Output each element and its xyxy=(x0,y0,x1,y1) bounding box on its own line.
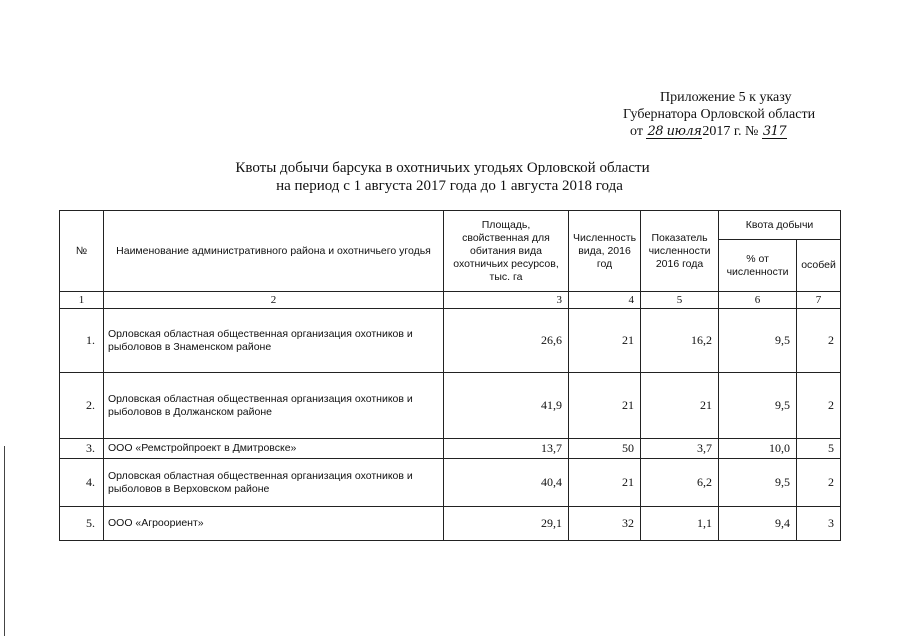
date-prefix: от xyxy=(630,124,647,139)
row-density: 16,2 xyxy=(641,309,719,373)
header-quota-count: особей xyxy=(797,240,841,292)
row-area: 29,1 xyxy=(444,507,569,541)
row-quota-count: 3 xyxy=(797,507,841,541)
row-population: 50 xyxy=(569,439,641,459)
appendix-line-3 xyxy=(630,124,787,140)
header-no: № xyxy=(60,211,104,292)
row-density: 6,2 xyxy=(641,459,719,507)
row-no: 4. xyxy=(60,459,104,507)
scan-margin-line xyxy=(4,446,5,636)
row-quota-pct: 9,4 xyxy=(719,507,797,541)
header-quota: Квота добычи xyxy=(719,211,841,240)
col-number: 7 xyxy=(797,292,841,309)
header-population: Численность вида, 2016 год xyxy=(569,211,641,292)
column-number-row xyxy=(60,292,841,309)
header-area: Площадь, свойственная для обитания вида охотничьих ресурсов, тыс. га xyxy=(444,211,569,292)
appendix-line-2: Губернатора Орловской области xyxy=(623,107,816,122)
row-quota-pct: 9,5 xyxy=(719,459,797,507)
row-area: 40,4 xyxy=(444,459,569,507)
row-population: 21 xyxy=(569,459,641,507)
col-number: 6 xyxy=(719,292,797,309)
handwritten-number: 317 xyxy=(762,124,787,139)
row-area: 41,9 xyxy=(444,373,569,439)
col-number: 2 xyxy=(104,292,444,309)
header-name: Наименование административного района и охотничьего угодья xyxy=(104,211,444,292)
row-quota-pct: 10,0 xyxy=(719,439,797,459)
row-quota-count: 2 xyxy=(797,373,841,439)
row-density: 3,7 xyxy=(641,439,719,459)
row-quota-count: 5 xyxy=(797,439,841,459)
row-name: Орловская областная общественная организация охотников и рыболовов в Знаменском районе xyxy=(104,309,444,373)
row-density: 1,1 xyxy=(641,507,719,541)
row-quota-count: 2 xyxy=(797,309,841,373)
row-population: 21 xyxy=(569,309,641,373)
table-row xyxy=(60,459,841,507)
quota-table xyxy=(59,210,841,541)
row-name: ООО «Ремстройпроект в Дмитровске» xyxy=(104,439,444,459)
table-row xyxy=(60,507,841,541)
row-name: Орловская областная общественная организация охотников и рыболовов в Должанском районе xyxy=(104,373,444,439)
col-number: 4 xyxy=(569,292,641,309)
handwritten-date: 28 июля xyxy=(647,124,702,139)
row-name: ООО «Агроориент» xyxy=(104,507,444,541)
row-no: 5. xyxy=(60,507,104,541)
row-population: 32 xyxy=(569,507,641,541)
row-quota-pct: 9,5 xyxy=(719,373,797,439)
table-row xyxy=(60,439,841,459)
row-no: 3. xyxy=(60,439,104,459)
row-name: Орловская областная общественная организация охотников и рыболовов в Верховском районе xyxy=(104,459,444,507)
table-row xyxy=(60,373,841,439)
table-row xyxy=(60,309,841,373)
document-title-line-2: на период с 1 августа 2017 года до 1 августа 2018 года xyxy=(276,178,623,194)
date-year-number-label: 2017 г. № xyxy=(702,124,762,139)
row-no: 1. xyxy=(60,309,104,373)
document-title-line-1: Квоты добычи барсука в охотничьих угодьях Орловской области xyxy=(235,160,650,176)
appendix-line-1: Приложение 5 к указу xyxy=(660,90,792,105)
header-density: Показатель численности 2016 года xyxy=(641,211,719,292)
header-quota-pct: % от численности xyxy=(719,240,797,292)
col-number: 1 xyxy=(60,292,104,309)
col-number: 3 xyxy=(444,292,569,309)
row-density: 21 xyxy=(641,373,719,439)
row-quota-pct: 9,5 xyxy=(719,309,797,373)
row-area: 13,7 xyxy=(444,439,569,459)
row-population: 21 xyxy=(569,373,641,439)
col-number: 5 xyxy=(641,292,719,309)
row-area: 26,6 xyxy=(444,309,569,373)
row-no: 2. xyxy=(60,373,104,439)
row-quota-count: 2 xyxy=(797,459,841,507)
